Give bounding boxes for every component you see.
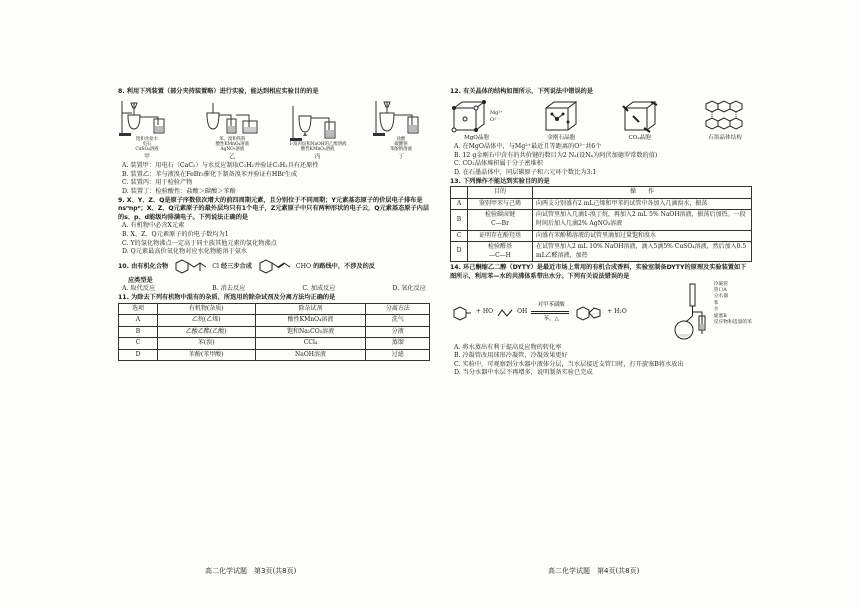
- q9-option-b: B. X、Z、Q元素原子的价电子数均为1: [122, 230, 229, 238]
- table-cell: 在试管里加入2 mL 10% NaOH溶液，滴入5滴5% CuSO₄溶液，然后加入0.5 mL乙醛溶液，加热: [533, 242, 752, 262]
- goal-formula: C—Br: [491, 219, 509, 227]
- label-hydrochloric-acid: 盐酸: [396, 136, 406, 142]
- table-cell: A: [451, 198, 468, 210]
- table-cell: NaOH溶液: [255, 349, 366, 361]
- goal-text: 检验醛基: [487, 243, 512, 251]
- table-row: [451, 210, 752, 230]
- table-row: [119, 315, 430, 327]
- q10-options: [122, 285, 426, 294]
- graphite-structure-drawing: [698, 100, 752, 134]
- label-calcium-carbide: 电石: [142, 141, 152, 147]
- q9-option-d: D. Q元素最高价氧化物对应水化物能溶于氨水: [122, 248, 248, 256]
- q14-option-d: D. 当分水器中水层不再增多，说明制备实验已完成: [454, 369, 593, 377]
- table-header: 选项: [119, 303, 158, 315]
- table-cell: CCl₄: [255, 338, 366, 350]
- reaction-catalyst: 对甲苯磺酸: [537, 302, 565, 309]
- q14-option-a: A. 将水蒸出有利于提高反应物的转化率: [454, 343, 562, 351]
- table-cell: 向盛有苯酚稀溶液的试管里滴加过量饱和溴水: [533, 230, 752, 242]
- q8-option-d: D. 装置丁：检验酸性：盐酸＞碳酸＞苯酚: [122, 187, 236, 195]
- reaction-product-water: + H₂O: [607, 308, 627, 316]
- q14-reaction: [450, 301, 627, 323]
- cyclohexanone-structure: [450, 304, 472, 322]
- apparatus-tag-ding: 丁: [398, 153, 404, 160]
- label-condenser: 冷凝管: [713, 281, 729, 287]
- product-structure: [254, 259, 294, 277]
- apparatus-jia-drawing: [118, 99, 176, 137]
- page-3: [118, 88, 430, 361]
- table-cell: B: [451, 210, 468, 230]
- table-header: 除杂试剂: [255, 303, 366, 315]
- table-header: 分离方法: [366, 303, 430, 315]
- label-benzene-bromine-iron: 苯、溴和铁粉: [219, 136, 246, 142]
- table-header: 操 作: [533, 187, 752, 199]
- q9-option-c: C. Y的氢化物沸点一定高于同主族其他元素的氢化物沸点: [122, 239, 277, 247]
- crystal-graphite: [698, 100, 752, 143]
- crystal-label-graphite: 石墨晶体结构: [708, 134, 742, 141]
- label-acidic-kmno4-bing: 酸性KMnO₄溶液: [300, 146, 335, 152]
- table-cell: 乙烷(乙烯): [157, 315, 255, 327]
- legend-o-label: O²⁻: [490, 116, 499, 123]
- crystal-label-co2: CO₂晶胞: [628, 134, 651, 141]
- label-agno3: AgNO₃溶液: [220, 146, 245, 152]
- q14-stem: 14. 环己酮缩乙二醇（DYTY）是最近市场上常用的有机合成香料，实验室制备DYTY的原理及实验装置如下图所示，利用苯—水的共沸体系带出水分。下列有关说法错误的是: [450, 264, 747, 280]
- table-row: [119, 326, 430, 338]
- q12-option-a: A. 在MgO晶体中，与Mg²⁺最近且等距离的O²⁻共6个: [454, 143, 602, 151]
- label-reactants: 反应物和适量的苯: [713, 319, 752, 325]
- table-cell: [468, 242, 533, 262]
- label-cuso4: CuSO₄溶液: [135, 146, 159, 152]
- apparatus-tag-yi: 乙: [229, 153, 236, 160]
- reaction-reagent-prefix: + HO: [476, 308, 494, 316]
- crystal-figures: [450, 100, 752, 143]
- table-cell: 乙酸乙酯(乙酸): [157, 326, 255, 338]
- table-cell: 苯酚(苯甲酸): [157, 349, 255, 361]
- q11-stem: 11. 为除去下列有机物中混有的杂质，所选用的除杂试剂及分离方法均正确的是: [118, 293, 336, 301]
- diamond-cell-drawing: [541, 100, 581, 134]
- apparatus-yi: [201, 99, 263, 162]
- q13-table: [450, 186, 752, 262]
- q13-stem: 13. 下列操作不能达到实验目的的是: [450, 177, 550, 185]
- table-row: [451, 198, 752, 210]
- table-cell: 过滤: [366, 349, 430, 361]
- reaction-arrow: [531, 301, 571, 323]
- table-cell: 分液: [366, 326, 430, 338]
- table-cell: C: [451, 230, 468, 242]
- q8-apparatus-row: [118, 99, 430, 162]
- apparatus-labels: [714, 282, 752, 327]
- table-cell: 鉴别甲苯与己烯: [468, 198, 533, 210]
- footer-page-4: 高二化学试题 第4页(共8页): [548, 567, 640, 575]
- q12-option-b: B. 12 g金刚石中含有的共价键的数目为2 Nₐ(设Nₐ为阿伏加德罗常数的值): [454, 151, 658, 159]
- table-cell: 向两支分别盛有2 mL己烯和甲苯的试管中各加入几滴溴水，振荡: [533, 198, 752, 210]
- label-sodium-carbonate: 碳酸钠: [394, 141, 408, 147]
- label-stopcock-b: 旋塞B: [713, 313, 727, 319]
- table-header: 有机物(杂质): [157, 303, 255, 315]
- q10-option-d: D. 氧化反应: [392, 285, 426, 293]
- reactant-structure: [170, 259, 210, 277]
- table-cell: D: [451, 242, 468, 262]
- table-row: [451, 230, 752, 242]
- q11-table: [118, 303, 430, 362]
- label-port-a: 管口A: [713, 287, 727, 293]
- table-row: [119, 349, 430, 361]
- table-row: [451, 242, 752, 262]
- apparatus-bing: [289, 104, 347, 162]
- q10-option-b: B. 消去反应: [212, 285, 246, 293]
- table-cell: 证明存在酚羟基: [468, 230, 533, 242]
- table-header: [451, 187, 468, 199]
- mgo-cell-drawing: [450, 100, 488, 134]
- q9-stem: 9. X、Y、Z、Q是原子序数依次增大的前四周期元素，且分别位于不同周期；Y元素基态原子的价层电子排布是nsⁿnpⁿ；X、Z、Q元素原子的最外层均只有1个电子，Z元素原子中只有两种形状的电子云，Q元素基态原子内层的s、p、d能级均排满电子。下列说法正确的是: [118, 196, 430, 221]
- apparatus-bing-drawing: [289, 104, 347, 142]
- label-sodium-phenoxide: 苯酚钠溶液: [390, 146, 412, 152]
- glycol-chain: [497, 308, 513, 318]
- table-cell: 苯(溴): [157, 338, 255, 350]
- table-header-row: [451, 187, 752, 199]
- q8-option-a: A. 装置甲：用电石（CaC₂）与水反应制取C₂H₂并验证C₂H₂具有还原性: [122, 162, 319, 170]
- crystal-diamond: [541, 100, 581, 143]
- crystal-label-diamond: 金刚石晶胞: [547, 134, 576, 141]
- q10-stem-part-c: 的路线中，不涉及的反: [313, 263, 375, 271]
- q8-stem: 8. 利用下列装置（部分夹持装置略）进行实验，能达到相应实验目的的是: [118, 88, 319, 95]
- label-saturated-brine: 饱和食盐水: [136, 136, 158, 142]
- table-cell: 向试管里加入几滴1-溴丁烷，再加入2 mL 5% NaOH溶液，振荡后加热。一段时间后加入几滴2% AgNO₃溶液: [533, 210, 752, 230]
- q14-option-c: C. 实验中，可观察到分水器中液体分层，当水层接近支管口时，打开旋塞B将水放出: [454, 360, 684, 368]
- table-header-row: [119, 303, 430, 315]
- q12-stem: 12. 有关晶体的结构如图所示，下列说法中错误的是: [450, 88, 594, 95]
- q10-option-a: A. 取代反应: [122, 285, 156, 293]
- table-cell: 饱和Na₂CO₃溶液: [255, 326, 366, 338]
- apparatus-jia: [118, 99, 176, 162]
- label-bromopropane-naoh: 1-溴丙烷和NaOH的乙醇溶液: [288, 141, 347, 147]
- table-cell: 酸性KMnO₄溶液: [255, 315, 366, 327]
- co2-cell-drawing: [620, 100, 660, 134]
- q8-option-c: C. 装置丙：用于检验产物: [122, 179, 193, 187]
- q10-stem-part-a: 10. 由有机化合物: [118, 263, 169, 271]
- page-4: [450, 88, 752, 378]
- q10-option-c: C. 加成反应: [302, 285, 336, 293]
- label-water-layer: 水: [713, 307, 719, 313]
- label-acidic-kmno4: 酸性KMnO₄溶液: [215, 141, 250, 147]
- table-cell: A: [119, 315, 158, 327]
- reaction-condition: 苯，△: [543, 316, 559, 322]
- q9-option-a: A. 有机物中必含X元素: [122, 222, 185, 230]
- q14-apparatus: [672, 282, 752, 344]
- apparatus-yi-drawing: [201, 99, 263, 137]
- q14-figure-row: [450, 282, 752, 344]
- table-cell: D: [119, 349, 158, 361]
- reaction-reagent-suffix: OH: [517, 308, 528, 316]
- label-water-separator: 分水器: [713, 294, 729, 300]
- q12-option-d: D. 在石墨晶体中，同层碳原子和六元环个数比为3:1: [454, 168, 597, 176]
- dean-stark-drawing: [672, 282, 712, 344]
- goal-formula: —C—H: [489, 251, 511, 259]
- legend-mg-label: Mg²⁺: [490, 109, 503, 116]
- table-header: 目的: [468, 187, 533, 199]
- q10-stem-part-b: 经三步合成: [220, 263, 252, 271]
- q12-option-c: C. CO₂晶体堆积属于分子密堆积: [454, 160, 543, 168]
- table-cell: 蒸馏: [366, 338, 430, 350]
- crystal-label-mgo: MgO晶胞: [463, 134, 490, 141]
- table-cell: [468, 210, 533, 230]
- q10-stem: [118, 259, 430, 277]
- table-cell: 洗气: [366, 315, 430, 327]
- label-benzene-layer: 苯: [713, 300, 719, 306]
- apparatus-ding-drawing: [372, 99, 430, 137]
- q14-option-b: B. 冷凝管改用球形冷凝管，冷凝效果更好: [454, 352, 568, 360]
- apparatus-tag-jia: 甲: [144, 153, 150, 160]
- product-cho-label: CHO: [295, 263, 312, 271]
- q8-option-b: B. 装置乙：苯与液溴在FeBr₃催化下制备溴苯并验证有HBr生成: [122, 170, 298, 178]
- table-row: [119, 338, 430, 350]
- footer-page-3: 高二化学试题 第3页(共8页): [205, 567, 297, 575]
- table-cell: C: [119, 338, 158, 350]
- apparatus-tag-bing: 丙: [314, 153, 321, 160]
- crystal-mgo: [450, 100, 503, 143]
- table-cell: B: [119, 326, 158, 338]
- goal-text: 检验碳卤键: [484, 211, 515, 219]
- apparatus-ding: [372, 99, 430, 162]
- q10-stem-part-d: 应类型是: [128, 276, 153, 284]
- crystal-co2: [620, 100, 660, 143]
- reactant-cl-label: Cl: [212, 263, 219, 271]
- dyty-structure: [575, 304, 603, 322]
